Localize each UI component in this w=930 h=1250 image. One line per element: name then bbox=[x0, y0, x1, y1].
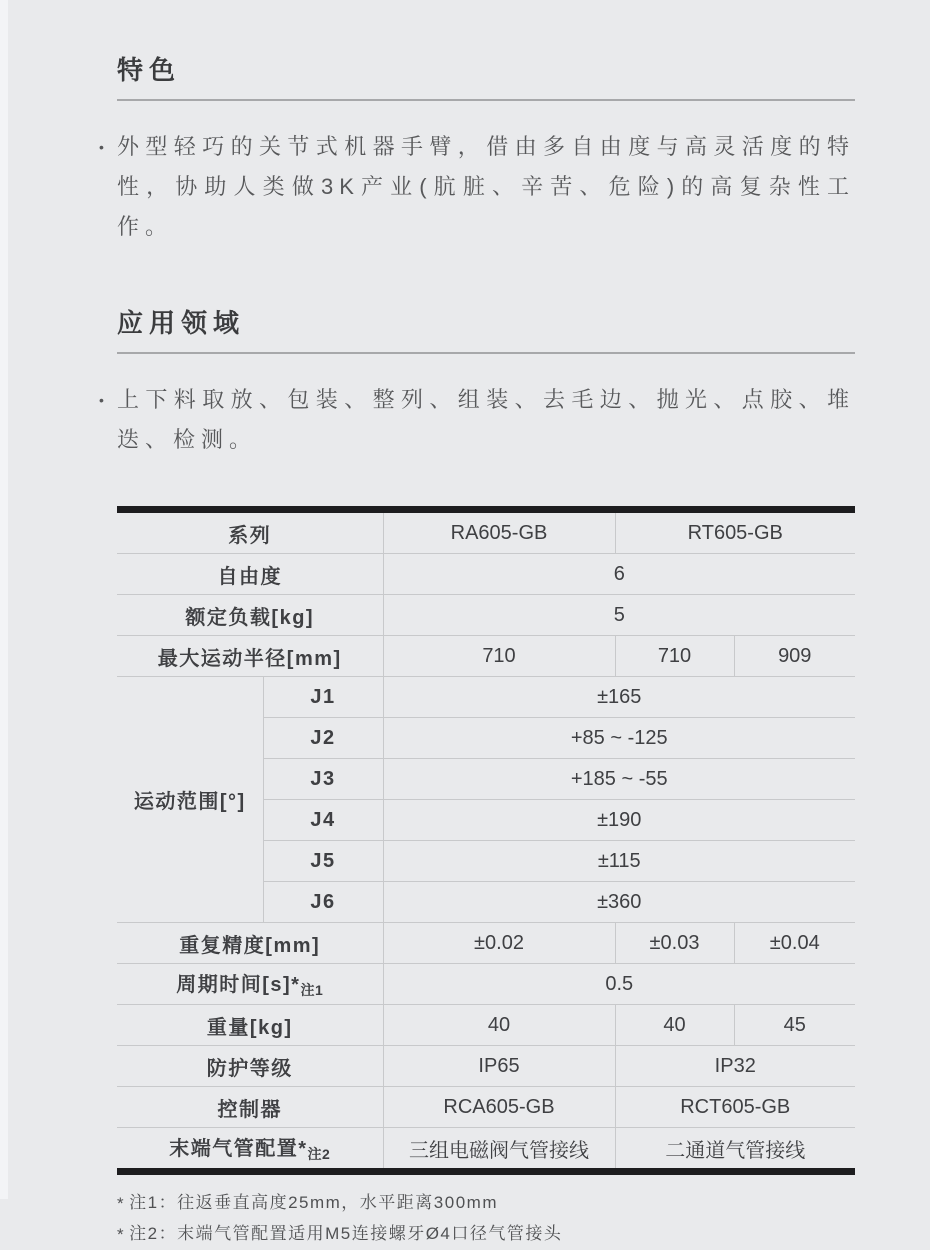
applications-text: 上下料取放、包装、整列、组装、去毛边、抛光、点胶、堆迭、检测。 bbox=[117, 387, 855, 452]
motion-range-label-cell: 运动范围[°] bbox=[117, 677, 263, 923]
weight-rt2-cell: 45 bbox=[734, 1005, 855, 1046]
dof-label-cell: 自由度 bbox=[117, 554, 383, 595]
bullet-icon: • bbox=[99, 392, 104, 408]
cycle-time-footnote-ref: 注1 bbox=[300, 982, 324, 998]
air-tube-rt-cell: 二通道气管接线 bbox=[615, 1128, 855, 1172]
features-text: 外型轻巧的关节式机器手臂，借由多自由度与高灵活度的特性，协助人类做3K产业(肮脏、辛苦、危险)的高复杂性工作。 bbox=[117, 134, 855, 239]
repeatability-rt1-cell: ±0.03 bbox=[615, 923, 734, 964]
dof-value-cell: 6 bbox=[383, 554, 855, 595]
spec-row-cycle-time bbox=[117, 964, 855, 1005]
spec-row-dof bbox=[117, 554, 855, 595]
bullet-icon: • bbox=[99, 139, 104, 155]
joint-name-cell: J6 bbox=[263, 882, 383, 923]
weight-label-cell: 重量[kg] bbox=[117, 1005, 383, 1046]
footnote-1 bbox=[117, 1188, 855, 1219]
spec-table bbox=[117, 506, 855, 1175]
footnote-2 bbox=[117, 1219, 855, 1250]
cycle-time-label: 周期时间[s]* bbox=[176, 974, 301, 996]
cycle-time-label-cell bbox=[117, 964, 383, 1005]
joint-name-cell: J1 bbox=[263, 677, 383, 718]
section-title-applications: 应用领域 bbox=[117, 308, 246, 338]
joint-range-cell: ±165 bbox=[383, 677, 855, 718]
spec-row-protection bbox=[117, 1046, 855, 1087]
protection-rt-cell: IP32 bbox=[615, 1046, 855, 1087]
max-radius-rt1-cell: 710 bbox=[615, 636, 734, 677]
controller-ra-cell: RCA605-GB bbox=[383, 1087, 615, 1128]
max-radius-ra-cell: 710 bbox=[383, 636, 615, 677]
joint-range-cell: ±115 bbox=[383, 841, 855, 882]
joint-range-cell: +185 ~ -55 bbox=[383, 759, 855, 800]
series-rt-cell: RT605-GB bbox=[615, 510, 855, 554]
repeatability-rt2-cell: ±0.04 bbox=[734, 923, 855, 964]
max-radius-label-cell: 最大运动半径[mm] bbox=[117, 636, 383, 677]
joint-range-cell: +85 ~ -125 bbox=[383, 718, 855, 759]
spec-row-air-tube bbox=[117, 1128, 855, 1172]
joint-range-cell: ±360 bbox=[383, 882, 855, 923]
applications-bullet-item bbox=[99, 380, 855, 460]
features-bullet-item bbox=[99, 127, 855, 247]
air-tube-ra-cell: 三组电磁阀气管接线 bbox=[383, 1128, 615, 1172]
joint-name-cell: J2 bbox=[263, 718, 383, 759]
payload-label-cell: 额定负载[kg] bbox=[117, 595, 383, 636]
page-left-margin-strip bbox=[0, 0, 8, 1199]
series-ra-cell: RA605-GB bbox=[383, 510, 615, 554]
cycle-time-value-cell: 0.5 bbox=[383, 964, 855, 1005]
repeatability-ra-cell: ±0.02 bbox=[383, 923, 615, 964]
section-divider bbox=[117, 352, 855, 354]
max-radius-rt2-cell: 909 bbox=[734, 636, 855, 677]
footnote-2-text: 注2：末端气管配置适用M5连接螺牙Ø4口径气管接头 bbox=[129, 1224, 563, 1243]
joint-range-cell: ±190 bbox=[383, 800, 855, 841]
protection-label-cell: 防护等级 bbox=[117, 1046, 383, 1087]
footnote-1-text: 注1：往返垂直高度25mm，水平距离300mm bbox=[129, 1193, 498, 1212]
joint-name-cell: J3 bbox=[263, 759, 383, 800]
spec-row-payload bbox=[117, 595, 855, 636]
air-tube-label: 末端气管配置* bbox=[169, 1138, 308, 1160]
spec-row-repeatability bbox=[117, 923, 855, 964]
protection-ra-cell: IP65 bbox=[383, 1046, 615, 1087]
asterisk-icon: * bbox=[117, 1225, 126, 1244]
payload-value-cell: 5 bbox=[383, 595, 855, 636]
controller-label-cell: 控制器 bbox=[117, 1087, 383, 1128]
spec-row-max-radius bbox=[117, 636, 855, 677]
section-title-features: 特色 bbox=[117, 55, 182, 85]
air-tube-label-cell bbox=[117, 1128, 383, 1172]
footnotes bbox=[117, 1188, 855, 1250]
air-tube-footnote-ref: 注2 bbox=[307, 1146, 331, 1162]
weight-rt1-cell: 40 bbox=[615, 1005, 734, 1046]
spec-row-motion-j1 bbox=[117, 677, 855, 718]
controller-rt-cell: RCT605-GB bbox=[615, 1087, 855, 1128]
section-divider bbox=[117, 99, 855, 101]
asterisk-icon: * bbox=[117, 1194, 126, 1213]
series-label-cell: 系列 bbox=[228, 524, 272, 547]
joint-name-cell: J5 bbox=[263, 841, 383, 882]
spec-row-series bbox=[117, 510, 855, 554]
spec-row-controller bbox=[117, 1087, 855, 1128]
repeatability-label-cell: 重复精度[mm] bbox=[117, 923, 383, 964]
weight-ra-cell: 40 bbox=[383, 1005, 615, 1046]
spec-row-weight bbox=[117, 1005, 855, 1046]
joint-name-cell: J4 bbox=[263, 800, 383, 841]
